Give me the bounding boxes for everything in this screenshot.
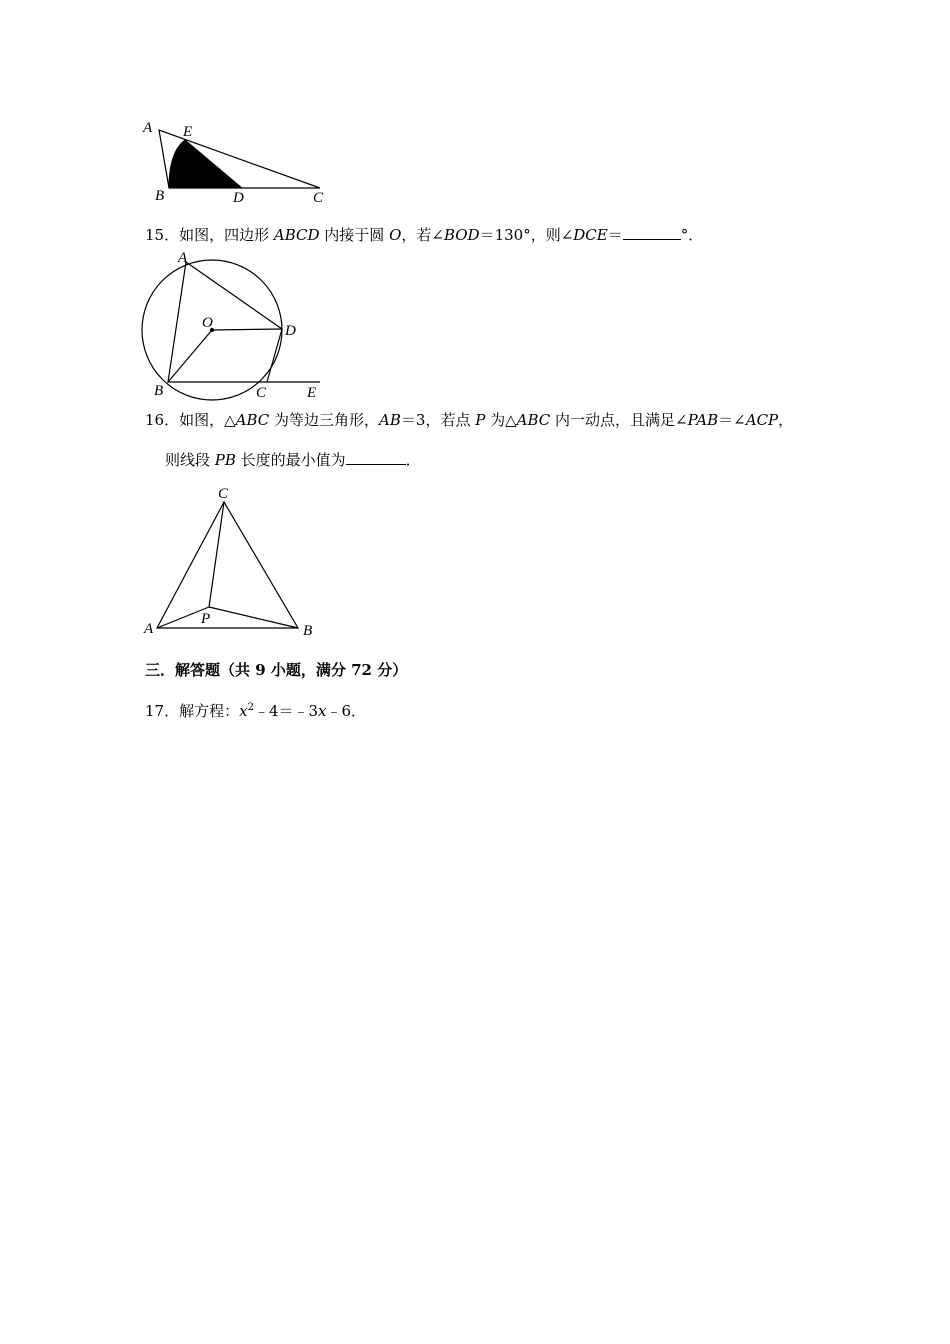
figure-equilateral-triangle — [135, 480, 335, 640]
question-text: 解方程： — [179, 702, 240, 720]
triangle-abc — [157, 502, 298, 628]
question-text: ＝∠ — [718, 411, 746, 429]
label-c: C — [256, 385, 267, 401]
figure-triangle-sector — [135, 118, 335, 210]
question-text: ＝ — [607, 226, 623, 244]
label-e: E — [307, 385, 317, 401]
segment-pc — [209, 502, 224, 607]
question-text: 如图，四边形 — [179, 226, 274, 244]
question-text: ，若∠ — [401, 226, 444, 244]
question-text: 为△ — [485, 411, 517, 429]
question-text: ． — [405, 451, 421, 469]
label-a: A — [143, 120, 153, 136]
question-text: 为等边三角形， — [269, 411, 380, 429]
answer-blank[interactable] — [346, 450, 406, 465]
quad-name: ABCD — [273, 226, 320, 244]
question-text: ＝3，若点 — [400, 411, 476, 429]
question-text: ＝130°，则∠ — [479, 226, 574, 244]
triangle-name: ABC — [516, 411, 551, 429]
question-text: ﹣6． — [326, 702, 367, 720]
question-number: 17． — [145, 702, 180, 720]
label-b: B — [154, 383, 164, 399]
question-text: 内接于圆 — [319, 226, 390, 244]
label-b: B — [155, 188, 165, 204]
angle-name: ACP — [745, 411, 779, 429]
question-text: ， — [778, 411, 794, 429]
answer-blank[interactable] — [623, 225, 681, 240]
angle-name: DCE — [573, 226, 608, 244]
point-name: P — [475, 411, 486, 429]
label-d: D — [285, 323, 296, 339]
variable: x — [318, 702, 327, 720]
label-e: E — [183, 124, 193, 140]
label-a: A — [178, 250, 188, 266]
question-16-line2 — [165, 450, 421, 470]
label-o: O — [202, 315, 213, 331]
exponent: 2 — [247, 702, 254, 713]
question-text: ﹣4＝﹣3 — [253, 702, 319, 720]
label-a: A — [144, 621, 154, 637]
question-number: 16． — [145, 411, 180, 429]
label-b: B — [303, 623, 313, 639]
section-heading: 三．解答题（共 9 小题，满分 72 分） — [145, 661, 408, 679]
segment-pb — [209, 607, 298, 628]
question-text: 则线段 — [165, 451, 215, 469]
question-17 — [145, 698, 366, 721]
variable: x — [239, 702, 248, 720]
segment-name: AB — [379, 411, 401, 429]
question-text: 如图，△ — [179, 411, 236, 429]
label-c: C — [313, 190, 324, 206]
question-text: °． — [680, 226, 704, 244]
triangle-name: ABC — [235, 411, 270, 429]
figure-cyclic-quadrilateral — [135, 248, 335, 404]
question-15 — [145, 225, 703, 245]
segment-name: PB — [214, 451, 236, 469]
circle-name: O — [389, 226, 402, 244]
question-text: 长度的最小值为 — [235, 451, 346, 469]
angle-name: BOD — [443, 226, 480, 244]
quadrilateral-abcd — [168, 262, 282, 382]
question-number: 15． — [145, 226, 180, 244]
label-p: P — [201, 611, 211, 627]
question-text: 内一动点，且满足∠ — [550, 411, 688, 429]
angle-name: PAB — [687, 411, 719, 429]
label-c: C — [218, 486, 229, 502]
label-d: D — [233, 190, 244, 206]
question-16-line1 — [145, 410, 793, 430]
radius-od — [212, 329, 282, 330]
